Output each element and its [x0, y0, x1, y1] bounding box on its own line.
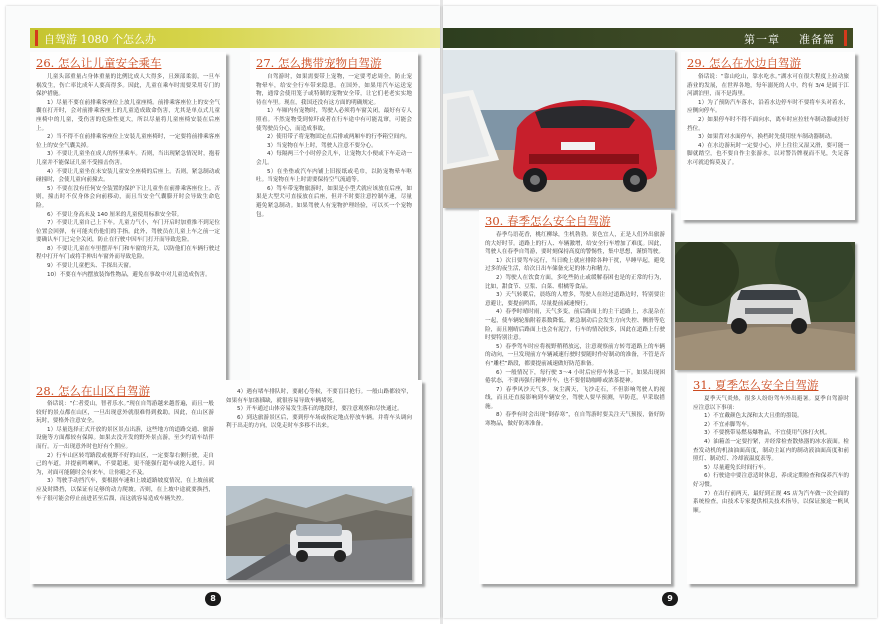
paragraph: 夏季天气炎热，很多人纷纷驾车外出避暑。夏季自驾游时应注意以下事项：	[693, 396, 849, 411]
paragraph: 9）不要让儿童把头、手探出天窗。	[47, 263, 135, 270]
paragraph: 2）如果停车时不得不面向水，离车时应拉驻车制动器或挂好挡位。	[687, 116, 849, 132]
section-title: 31. 夏季怎么安全自驾游	[693, 378, 819, 392]
paragraph: 7）春季风沙天气多，灰尘满天，飞沙走石，不但影响驾驶人的视线，而且还直接影响到车辆安全，驾驶人要早预测，早防范，早采取措施。	[485, 386, 665, 410]
paragraph: 6）到达旅游景区后，要到停车场或指定地点停放车辆。并将车头调向利于出走的方向，以免走时车多移不出来。	[226, 414, 412, 430]
paragraph: 6）驾车带宠物旅游时，如果是小型犬就应该放在后座，如果是大型犬可直接放在后座，但并不时要注意控制车速，尽量避免紧急制动。如果驾驶人有宠物护理经验，可以买一个宠物包。	[256, 185, 412, 218]
left-page	[6, 6, 440, 618]
paragraph: 3）如果背对水面停车，换档时先使用驻车制动器制动。	[698, 134, 836, 141]
paragraph: 8）春季有时会出现“倒春寒”，在自驾游时要关注天气预报，备好防寒物品，做好防寒准备。	[485, 412, 665, 428]
paragraph: 1）为了预防汽车落水，沿着水边停车时不要将车头对着水，应侧向停车。	[687, 99, 849, 115]
paragraph: 1）次日要驾车远行，当日晚上就应排除各种干扰，早睡早起，避免过多的夜生活，给次日出车储备充足的体力和精力。	[485, 257, 665, 273]
paragraph: 2）驾驶人在饮食方面，多吃些防止或缓解春困也是的正常的行为，比如，甜食节、豆浆、白菜、柑橘等食品。	[485, 274, 665, 290]
mountain-road-suv-photo	[226, 486, 412, 580]
paragraph: 俗话说：“仁者爱山，智者乐水。”现在自驾游越来越普遍，而且一般较好的景点都在山区，一旦出现意外就很难得到救助。因此，在山区游玩时，要格外注意安全。	[36, 401, 214, 425]
page-number-badge: 9	[662, 592, 678, 606]
paragraph: 春季鸟语花香，桃红柳绿，生机勃勃。景色宜人，正是人们外出旅游的大好时节。道路上的行人、车辆激增，给安全行车增加了难度。因此，驾驶人在春季自驾游，要时刻保持高度的警惕性，集中思想，谨慎驾驶。	[485, 232, 665, 256]
header-accent-mark	[844, 30, 847, 46]
paragraph: 3）当宠物在车上时，驾驶人注意不要分心。	[267, 142, 377, 149]
paragraph: 6）一般情况下，每行驶 3～4 小时后应停车休息一下。如果出现困倦状态，不要再强行精神开车，也不要借助咖啡或浓茶提神。	[485, 369, 665, 385]
book-title: 自驾游 1080 个怎么办	[44, 33, 156, 46]
paragraph: 1）不宜戴颜色太深和太大且重的墨镜。	[704, 413, 803, 420]
paragraph: 5）开车通过山体旁易发生落石的地段时，要注意观察和尽快通过。	[237, 406, 403, 413]
section-title: 29. 怎么在水边自驾游	[687, 56, 801, 70]
paragraph: 5）不要在没有任何安全装置的保护下让儿童坐在前排乘客座位上。否则，撞击时不仅身体会向前移动，而且当安全气囊膨开时会导致生命危险。	[36, 185, 220, 209]
paragraph: 5）尽量避免长时间行车。	[704, 464, 770, 471]
section-title: 26. 怎么让儿童安全乘车	[36, 56, 162, 70]
paragraph: 5）在坐垫或汽车内铺上旧报纸或毛巾，以防宠物晕车呕吐。当宠物在车上时需要保持空气流通等。	[256, 168, 412, 184]
paragraph: 1）车厢内有宠物时，驾驶人必须将车窗关闭，最好有专人照看。不然宠物受到惊吓或者在行车途中有可能乱窜，可能会使驾驶员分心，而造成事故。	[256, 108, 412, 132]
paragraph: 4）遇有堵车排队时，要耐心等候，不要盲目抢行。一般山路都较窄，如果有车加塞插缺，就很容易导致车辆堵死。	[226, 389, 412, 404]
paragraph: 8）不要让儿童在车里摆弄车门和车窗的开关，以防他们在车辆行驶过程中打开车门或将手伸出车窗外而导致危险。	[36, 245, 220, 261]
paragraph: 3）驾驶手动挡汽车，要根据车速和上坡道路坡度情况，在上坡前就应及时降挡，以保证有足够的动力爬坡。否则，在上坡中途就要换挡，车子很可能会停止前进甚至后溜，而这就容易造成车辆失控。	[36, 478, 214, 502]
paragraph: 6）不要让身高未及 140 厘米的儿童使用标准安全带。	[47, 211, 183, 218]
paragraph: 10）不要在车内摆放装饰性物品，避免在事故中对儿童造成伤害。	[47, 271, 211, 278]
mountain-road-suv-image	[226, 486, 412, 580]
section-title: 28. 怎么在山区自驾游	[36, 384, 150, 398]
section-label: 准备篇	[799, 33, 835, 46]
chapter-heading	[744, 31, 835, 47]
right-page	[443, 6, 877, 618]
red-car-seaside-image	[443, 50, 675, 208]
paragraph: 自驾游时，如果需要带上宠物，一定要考虑周全，防止宠物晕车，给安全行车带来隐患。在国外，如果用汽车运送宠物，通常会使用笼子或特制的宠物安全带，让它们老老实实地待在车里。现在，我国还没有这方面的明确规定。	[256, 74, 412, 106]
paragraph: 4）油箱盖一定要拧紧，并经常检查散热器的冰水液面。检查发动机的机油油面高度，制动主缸内的制动液油面高度和前照灯、制动灯、冷却液温度表等。	[693, 438, 849, 463]
paragraph: 7）不要让儿童自己上下车。儿童力气小，车门开启时加重推不到足位位置会回弹，有可能夹伤他们的手指。此外，驾驶员在儿童上车之前一定要确认车门已完全关闭，防止在行驶中因车门打开而导致危险。	[36, 220, 220, 244]
paragraph: 3）不要携带易燃易爆物品，不宜使用气体打火机。	[704, 430, 831, 437]
paragraph: 2）不宜赤脚驾车。	[704, 421, 753, 428]
paragraph: 7）在出行前两天，最好到正规 4S 店为汽车做一次全面的系统检查，由技术专家提供相关技术指导，以保证旅途一帆风顺。	[693, 490, 849, 514]
left-page-header	[30, 28, 440, 48]
paragraph: 2）使用带子将宠物固定在后排或两厢车的行李箱空间内。	[267, 134, 411, 141]
paragraph: 1）尽量选择正式开放的景区景点出游，这些地方的道路交通、旅游设施等方面都较有保障。如果去没开发的野外景点游，至少约请车结伴而行。万一出现意外时也好有个照应。	[36, 426, 214, 450]
section-31-box	[687, 374, 855, 584]
offroad-suv-photo	[675, 242, 855, 370]
header-accent-mark	[35, 30, 38, 46]
paragraph: 4）每隔两三个小时停会儿车，让宠物大小便或下车走动一会儿。	[256, 151, 412, 166]
section-26-box	[30, 52, 226, 380]
paragraph: 俗话说：“靠山吃山，靠水吃水。”湖水可在很大程度上拉动旅游业的发展，在世界各地，每年溺死的人中，约有 3/4 是属于江河湖泊里，而不是海里。	[687, 74, 849, 98]
paragraph: 4）在水边游玩时一定要小心，岸上往往又湿又滑，要可能一脚就踏空，也不要自作主张游水，以对警告牌视而不见，失足落水可就追悔莫及了。	[687, 142, 849, 166]
page-number-badge: 8	[205, 592, 221, 606]
paragraph: 3）不要让儿童坐在成人的怀里乘车。否则，当出现紧急情况时，抱着儿童并不能保证儿童不受撞击伤害。	[36, 151, 220, 166]
paragraph: 4）春季时晴时雨，天气多变，前后路面上的主干道路上，水混杂在一起，使车辆轮胎附着系数降低。紧急制动后会发生方向失控、侧滑等危险，而且刚晴后路面上也会有泥泞，行车的情况较多，因此在道路上行驶时要特别注意。	[485, 309, 665, 342]
section-title: 30. 春季怎么安全自驾游	[485, 214, 611, 228]
paragraph: 2）当不得不在前排乘客座位上安装儿童座椅时，一定要将前排乘客座位上的安全气囊关掉。	[36, 134, 220, 149]
right-page-header	[443, 28, 853, 48]
section-title: 27. 怎么携带宠物自驾游	[256, 56, 382, 70]
section-27-box	[250, 52, 418, 380]
paragraph: 5）春季驾车时应将视野稍稍放远，注意观察前方转弯道路上的车辆的动向，一旦发现前方车辆减速行驶时要随时作好制动的准备，不管是否有“雕栏”路段，都要提前减速做好防范准备。	[485, 343, 665, 367]
offroad-suv-image	[675, 242, 855, 370]
red-car-seaside-photo	[443, 50, 675, 208]
paragraph: 2）行车山区转弯路段或视野不好的山区，一定要靠右侧行驶，走自己的车道，并提前鸣喇叭，不要超速，更不能强行超车或抢入道行。因为，对面可能随时会有来车，让你避之不及。	[36, 452, 214, 476]
section-28-column-1	[36, 400, 214, 503]
paragraph: 4）不要让儿童坐在未安装儿童安全座椅的后座上。否则，紧急制动或碰撞时，会使儿童向前撞去。	[36, 168, 220, 184]
paragraph: 3）天气转暖后，晨练的人增多，驾驶人在经过道路边时，特别要注意避让，要提前鸣笛，尽量提前减速慢行。	[485, 292, 665, 307]
section-30-box	[479, 210, 671, 584]
paragraph: 儿童头部重量占身体重量的比例比成人大得多，且颈部柔弱，一旦车祸发生，伤亡率比成年人要高得多。因此，儿童在乘车时需要采用专门的保护措施。	[36, 74, 220, 98]
section-28-column-2	[226, 388, 412, 431]
section-29-box	[681, 52, 855, 220]
paragraph: 1）尽量不要在前排乘客座位上放儿童座椅。前排乘客座位上的安全气囊在打开时，会对前排乘客座上的儿童造成致命伤害，尤其是单点式儿童座椅中的儿童，受伤害的危险性更大，所以尽量将儿童座椅安装在后座上。	[36, 99, 220, 132]
paragraph: 6）行驶途中要注意适时休息，养成定期检查和保养汽车的好习惯。	[693, 473, 849, 488]
section-28-box	[30, 380, 422, 584]
chapter-label: 第一章	[744, 33, 780, 46]
